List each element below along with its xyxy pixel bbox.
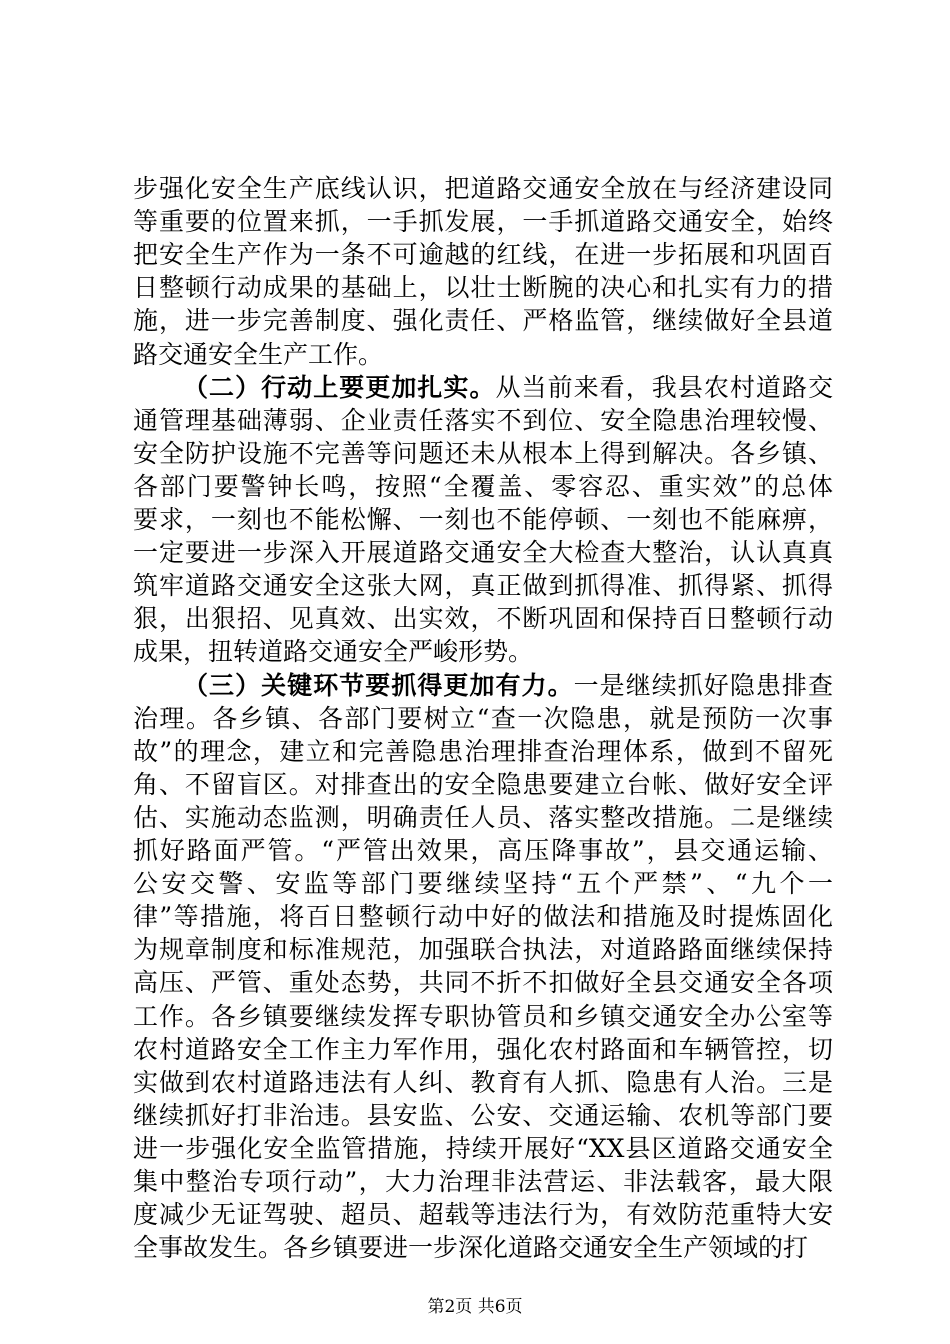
body-text-run: 日整顿行动成果的基础上，以壮士断腕的决心和扎实有力的措	[133, 273, 833, 302]
body-text-run: 路交通安全生产工作。	[133, 340, 384, 369]
paragraph-2-line	[183, 371, 833, 404]
body-text-run: 高压、严管、重处态势，共同不折不扣做好全县交通安全各项	[133, 968, 833, 997]
paragraph-3-line	[133, 1000, 833, 1033]
body-text-run: 治理。各乡镇、各部门要树立“查一次隐患，就是预防一次事	[133, 704, 833, 733]
body-text-run: 一是继续抓好隐患排查	[573, 671, 833, 700]
paragraph-3-line	[133, 900, 833, 933]
body-text-run: 全事故发生。各乡镇要进一步深化道路交通安全生产领域的打	[133, 1233, 809, 1262]
paragraph-3-line	[133, 966, 833, 999]
paragraph-3-line	[133, 867, 833, 900]
body-text-run: 为规章制度和标准规范，加强联合执法，对道路路面继续保持	[133, 935, 833, 964]
paragraph-2-line	[133, 437, 833, 470]
paragraph-3-line	[133, 834, 833, 867]
paragraph-2-line	[133, 404, 833, 437]
body-text-run: 步强化安全生产底线认识，把道路交通安全放在与经济建设同	[133, 174, 833, 203]
paragraph-2-line	[133, 536, 833, 569]
body-text-run: 一定要进一步深入开展道路交通安全大检查大整治，认认真真	[133, 538, 833, 567]
paragraph-3-line	[133, 933, 833, 966]
body-text-run: 抓好路面严管。“严管出效果，高压降事故”，县交通运输、	[133, 836, 833, 865]
section-heading: （二）行动上要更加扎实。	[183, 373, 496, 402]
body-text-run: 把安全生产作为一条不可逾越的红线，在进一步拓展和巩固百	[133, 240, 833, 269]
body-text-run: 集中整治专项行动”，大力治理非法营运、非法载客，最大限	[133, 1167, 833, 1196]
section-heading: （三）关键环节要抓得更加有力。	[183, 671, 574, 700]
paragraph-1-line	[133, 172, 833, 205]
body-text-run: 进一步强化安全监管措施，持续开展好“XX县区道路交通安全	[133, 1134, 833, 1163]
paragraph-2-line	[133, 635, 833, 668]
body-text-run: 筑牢道路交通安全这张大网，真正做到抓得准、抓得紧、抓得	[133, 571, 833, 600]
paragraph-3-line	[133, 768, 833, 801]
body-text-run: 狠，出狠招、见真效、出实效，不断巩固和保持百日整顿行动	[133, 604, 833, 633]
paragraph-3-line	[133, 702, 833, 735]
paragraph-3-line	[133, 1165, 833, 1198]
paragraph-1-line	[133, 205, 833, 238]
body-text-run: 角、不留盲区。对排查出的安全隐患要建立台帐、做好安全评	[133, 770, 833, 799]
paragraph-1-line	[133, 338, 833, 371]
body-text-run: 公安交警、安监等部门要继续坚持“五个严禁”、“九个一	[133, 869, 833, 898]
body-text-run: 从当前来看，我县农村道路交	[495, 373, 833, 402]
body-text-run: 估、实施动态监测，明确责任人员、落实整改措施。二是继续	[133, 803, 833, 832]
body-text-run: 工作。各乡镇要继续发挥专职协管员和乡镇交通安全办公室等	[133, 1002, 833, 1031]
body-text-run: 等重要的位置来抓，一手抓发展，一手抓道路交通安全，始终	[133, 207, 833, 236]
paragraph-3-line	[133, 735, 833, 768]
paragraph-3-line	[133, 1198, 833, 1231]
body-text-run: 施，进一步完善制度、强化责任、严格监管，继续做好全县道	[133, 306, 833, 335]
paragraph-1-line	[133, 304, 833, 337]
body-text-run: 度减少无证驾驶、超员、超载等违法行为，有效防范重特大安	[133, 1200, 833, 1229]
paragraph-1-line	[133, 271, 833, 304]
paragraph-3-line	[133, 1132, 833, 1165]
body-text-run: 各部门要警钟长鸣，按照“全覆盖、零容忍、重实效”的总体	[133, 472, 833, 501]
paragraph-3-line	[133, 1033, 833, 1066]
paragraph-3-line	[133, 1066, 833, 1099]
paragraph-2-line	[133, 602, 833, 635]
body-text-run: 农村道路安全工作主力军作用，强化农村路面和车辆管控，切	[133, 1035, 833, 1064]
body-text-run: 要求，一刻也不能松懈、一刻也不能停顿、一刻也不能麻痹，	[133, 505, 833, 534]
paragraph-3-line	[183, 669, 833, 702]
page-footer: 第2页 共6页	[427, 1297, 523, 1317]
body-text-run: 通管理基础薄弱、企业责任落实不到位、安全隐患治理较慢、	[133, 406, 833, 435]
paragraph-2-line	[133, 503, 833, 536]
paragraph-1-line	[133, 238, 833, 271]
body-text-run: 故”的理念，建立和完善隐患治理排查治理体系，做到不留死	[133, 737, 833, 766]
paragraph-3-line	[133, 1099, 833, 1132]
body-text-run: 安全防护设施不完善等问题还未从根本上得到解决。各乡镇、	[133, 439, 833, 468]
body-text-run: 继续抓好打非治违。县安监、公安、交通运输、农机等部门要	[133, 1101, 833, 1130]
paragraph-2-line	[133, 569, 833, 602]
paragraph-2-line	[133, 470, 833, 503]
body-text-run: 律”等措施，将百日整顿行动中好的做法和措施及时提炼固化	[133, 902, 833, 931]
body-text-run: 实做到农村道路违法有人纠、教育有人抓、隐患有人治。三是	[133, 1068, 833, 1097]
paragraph-3-line	[133, 1231, 833, 1264]
body-text-run: 成果，扭转道路交通安全严峻形势。	[133, 637, 534, 666]
paragraph-3-line	[133, 801, 833, 834]
